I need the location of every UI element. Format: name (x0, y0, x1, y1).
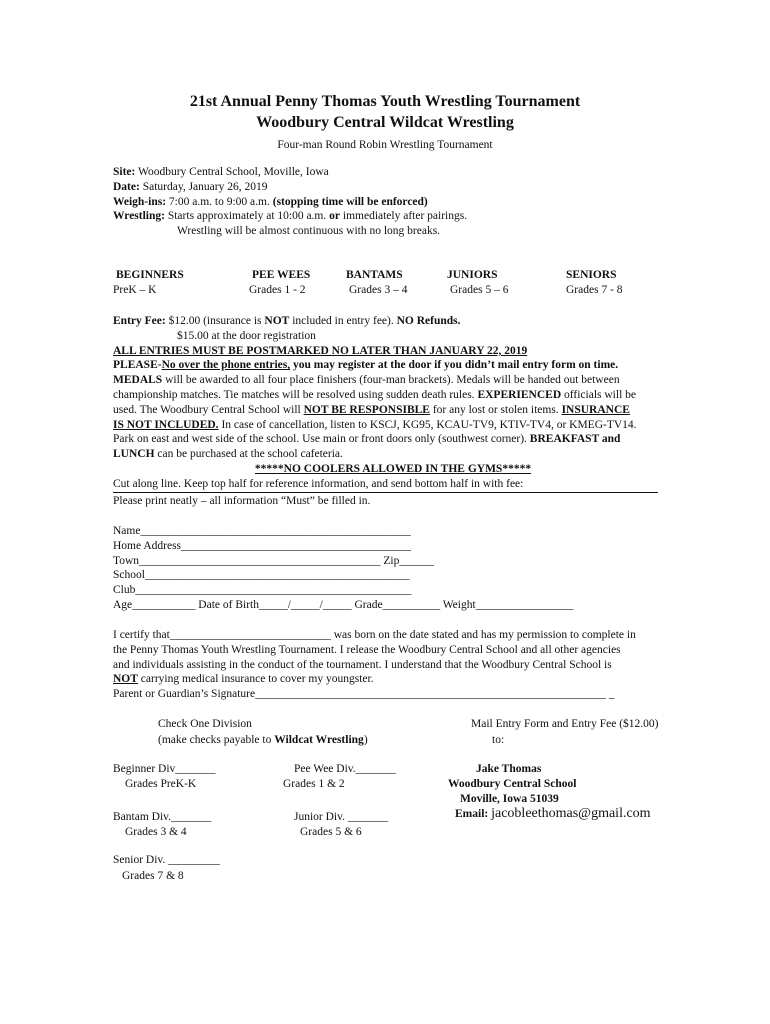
payable-to (158, 733, 368, 748)
division-grades: PreK – K (113, 283, 157, 296)
rules-line-2: championship matches. Tie matches will be resolved using sudden death rules. (113, 388, 478, 401)
contact-city: Moville, Iowa 51039 (460, 793, 559, 805)
not-text: NOT (264, 315, 290, 327)
certify-line-2: the Penny Thomas Youth Wrestling Tournament. I release the Woodbury Central School and all other agencies (113, 643, 621, 656)
register-at-door: you may register at the door if you didn’t mail entry form on time. (290, 359, 619, 372)
division-juniors (447, 268, 508, 298)
certification (113, 628, 703, 702)
peewee-grades: Grades 1 & 2 (283, 778, 345, 790)
division-bantams (346, 268, 407, 298)
certify-line-3: and individuals assisting in the conduct of the tournament. I understand that the Woodbury Central School is (113, 658, 612, 671)
contact-email (455, 807, 651, 822)
print-neatly: Please print neatly – all information “Must” be filled in. (113, 495, 371, 507)
rules-line-3: used. The Woodbury Central School will (113, 403, 304, 416)
site-value: Woodbury Central School, Moville, Iowa (135, 166, 329, 178)
breakfast-text: BREAKFAST and (529, 433, 621, 446)
mail-entry-line: Mail Entry Form and Entry Fee ($12.00) (471, 718, 659, 730)
please-text: PLEASE- (113, 359, 162, 372)
name-field[interactable]: Name_______________________________________________ (113, 525, 411, 537)
rules-line-2b: officials will be (561, 388, 636, 401)
beginner-div-field[interactable]: Beginner Div_______ (113, 763, 216, 775)
entry-fee-text: $12.00 (insurance is (165, 315, 265, 327)
cut-line (113, 492, 658, 493)
division-name: PEE WEES (252, 269, 311, 281)
no-coolers: *****NO COOLERS ALLOWED IN THE GYMS***** (254, 462, 532, 475)
entry-form (113, 524, 693, 613)
division-seniors (566, 268, 623, 298)
wrestling-line-2: Wrestling will be almost continuous with no long breaks. (177, 225, 441, 238)
signature-field[interactable]: Parent or Guardian’s Signature_____________________________________________________________ _ (113, 688, 615, 701)
division-grades: Grades 5 – 6 (450, 283, 509, 296)
is-not-included: IS NOT INCLUDED. (113, 418, 219, 431)
age-dob-grade-weight-field[interactable]: Age___________ Date of Birth_____/_____/_____ Grade__________ Weight_________________ (113, 598, 574, 611)
date-value: Saturday, January 26, 2019 (139, 180, 268, 193)
division-grades: Grades 1 - 2 (249, 283, 306, 296)
postmark-deadline: ALL ENTRIES MUST BE POSTMARKED NO LATER THAN JANUARY 22, 2019 (113, 344, 528, 357)
title-line-2: Woodbury Central Wildcat Wrestling (256, 114, 514, 131)
rules-line-3b: for any lost or stolen items. (429, 403, 562, 416)
contact-school: Woodbury Central School (448, 778, 577, 790)
entry-fee-label: Entry Fee: (113, 315, 166, 327)
cut-instructions: Cut along line. Keep top half for reference information, and send bottom half in with fee: (113, 477, 524, 490)
fees-and-rules (113, 314, 703, 492)
certify-line-4: carrying medical insurance to cover my youngster. (137, 673, 374, 686)
bantam-div-field[interactable]: Bantam Div._______ (113, 811, 212, 823)
division-beginners (113, 268, 184, 298)
cafeteria-text: can be purchased at the school cafeteria. (154, 448, 343, 461)
junior-grades: Grades 5 & 6 (300, 826, 362, 838)
wrestling-value-b: immediately after pairings. (340, 210, 468, 223)
parking-text: Park on east and west side of the school. Use main or front doors only (southwest corner). (113, 433, 530, 446)
home-address-field[interactable]: Home Address________________________________________ (113, 539, 412, 552)
wildcat-wrestling: Wildcat Wrestling (274, 734, 364, 746)
division-peewees (249, 268, 311, 298)
division-name: SENIORS (566, 269, 617, 281)
cancellation-text: In case of cancellation, listen to KSCJ, KG95, KCAU-TV9, KTIV-TV4, or KMEG-TV14. (218, 418, 637, 431)
site-label: Site: (113, 166, 136, 178)
entry-fee-text-b: included in entry fee). (289, 315, 397, 327)
medals-text: will be awarded to all four place finishers (four-man brackets). Medals will be handed out between (162, 374, 620, 387)
event-info (113, 165, 693, 239)
not-text: NOT (113, 673, 138, 686)
medals-label: MEDALS (113, 374, 163, 387)
email-label: Email: (455, 808, 489, 820)
division-grades: Grades 3 – 4 (349, 283, 408, 296)
lunch-text: LUNCH (113, 448, 155, 461)
no-refunds: NO Refunds. (396, 315, 461, 327)
peewee-div-field[interactable]: Pee Wee Div._______ (294, 763, 396, 775)
club-field[interactable]: Club________________________________________________ (113, 584, 412, 597)
payable-close: ) (363, 734, 368, 746)
contact-name: Jake Thomas (476, 763, 542, 775)
door-fee: $15.00 at the door registration (177, 329, 316, 342)
insurance-text: INSURANCE (561, 403, 630, 416)
weighins-label: Weigh-ins: (113, 195, 167, 208)
subtitle: Four-man Round Robin Wrestling Tournament (277, 139, 493, 151)
division-name: BANTAMS (346, 269, 403, 281)
email-link[interactable]: jacobleethomas@gmail.com (491, 806, 651, 821)
town-zip-field[interactable]: Town__________________________________________ Zip______ (113, 554, 434, 567)
senior-grades: Grades 7 & 8 (122, 870, 184, 882)
not-responsible: NOT BE RESPONSIBLE (303, 403, 430, 416)
certify-line-1[interactable]: I certify that____________________________ was born on the date stated and has my permission to complete in (113, 629, 636, 641)
check-one-division: Check One Division (158, 718, 252, 730)
payable-text: (make checks payable to (158, 734, 275, 746)
division-name: BEGINNERS (116, 269, 184, 281)
senior-div-field[interactable]: Senior Div. _________ (113, 854, 220, 866)
beginner-grades: Grades PreK-K (125, 778, 197, 790)
experienced-text: EXPERIENCED (477, 388, 562, 401)
bantam-grades: Grades 3 & 4 (125, 826, 187, 838)
no-phone-entries: No over the phone entries, (161, 359, 291, 372)
title-line-1: 21st Annual Penny Thomas Youth Wrestling Tournament (189, 93, 581, 110)
weighins-note: (stopping time will be enforced) (272, 195, 428, 208)
weighins-value: 7:00 a.m. to 9:00 a.m. (166, 195, 273, 208)
division-grades: Grades 7 - 8 (566, 283, 623, 296)
date-label: Date: (113, 180, 140, 193)
division-name: JUNIORS (447, 269, 498, 281)
mail-to: to: (492, 734, 505, 746)
wrestling-or: or (329, 210, 340, 223)
wrestling-value: Starts approximately at 10:00 a.m. (164, 210, 330, 223)
school-field[interactable]: School______________________________________________ (113, 569, 410, 582)
wrestling-label: Wrestling: (113, 210, 165, 223)
junior-div-field[interactable]: Junior Div. _______ (294, 811, 389, 823)
